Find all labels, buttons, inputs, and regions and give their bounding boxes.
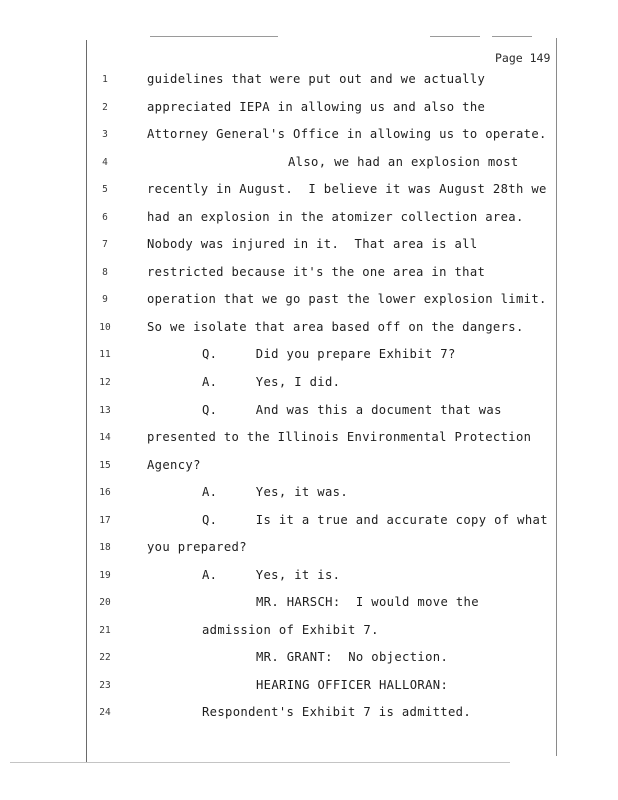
transcript-line <box>0 347 618 363</box>
line-number: 2 <box>102 102 108 113</box>
right-margin-rule <box>556 38 557 756</box>
page-number: Page 149 <box>495 51 551 65</box>
transcript-line <box>0 100 618 116</box>
transcript-line <box>0 403 618 419</box>
line-text: recently in August. I believe it was August 28th we <box>147 182 547 196</box>
transcript-line <box>0 182 618 198</box>
line-number: 22 <box>99 652 111 663</box>
line-number: 15 <box>99 460 111 471</box>
line-text: operation that we go past the lower explosion limit. <box>147 292 547 306</box>
line-text: Q. Did you prepare Exhibit 7? <box>202 347 456 361</box>
line-number: 8 <box>102 267 108 278</box>
line-text: guidelines that were put out and we actually <box>147 72 486 86</box>
line-number: 13 <box>99 405 111 416</box>
line-number: 9 <box>102 294 108 305</box>
line-text: restricted because it's the one area in that <box>147 265 486 279</box>
line-text: Q. And was this a document that was <box>202 403 502 417</box>
line-text: A. Yes, I did. <box>202 375 341 389</box>
transcript-line <box>0 705 618 721</box>
transcript-line <box>0 430 618 446</box>
transcript-line <box>0 513 618 529</box>
line-number: 16 <box>99 487 111 498</box>
line-number: 7 <box>102 239 108 250</box>
line-number: 11 <box>99 349 111 360</box>
line-text: Attorney General's Office in allowing us to operate. <box>147 127 547 141</box>
line-text: MR. HARSCH: I would move the <box>256 595 479 609</box>
transcript-line <box>0 265 618 281</box>
line-text: Respondent's Exhibit 7 is admitted. <box>202 705 472 719</box>
transcript-line <box>0 458 618 474</box>
line-text: appreciated IEPA in allowing us and also the <box>147 100 486 114</box>
line-number: 23 <box>99 680 111 691</box>
line-number: 24 <box>99 707 111 718</box>
transcript-line <box>0 155 618 171</box>
transcript-line <box>0 623 618 639</box>
line-number: 1 <box>102 74 108 85</box>
transcript-line <box>0 292 618 308</box>
line-text: Q. Is it a true and accurate copy of what <box>202 513 548 527</box>
transcript-line <box>0 375 618 391</box>
transcript-line <box>0 485 618 501</box>
transcript-line <box>0 678 618 694</box>
transcript-line <box>0 650 618 666</box>
transcript-line <box>0 568 618 584</box>
line-text: admission of Exhibit 7. <box>202 623 379 637</box>
line-number: 3 <box>102 129 108 140</box>
transcript-line <box>0 127 618 143</box>
line-text: A. Yes, it is. <box>202 568 341 582</box>
line-text: had an explosion in the atomizer collection area. <box>147 210 524 224</box>
line-text: So we isolate that area based off on the dangers. <box>147 320 524 334</box>
line-number: 21 <box>99 625 111 636</box>
transcript-line <box>0 72 618 88</box>
line-number: 12 <box>99 377 111 388</box>
line-number: 6 <box>102 212 108 223</box>
line-number: 14 <box>99 432 111 443</box>
line-number: 18 <box>99 542 111 553</box>
line-text: Agency? <box>147 458 201 472</box>
line-number: 20 <box>99 597 111 608</box>
line-text: you prepared? <box>147 540 247 554</box>
line-text: Also, we had an explosion most <box>288 155 519 169</box>
line-text: HEARING OFFICER HALLORAN: <box>256 678 449 692</box>
scan-mark-top-left <box>150 36 278 37</box>
line-text: presented to the Illinois Environmental Protection <box>147 430 532 444</box>
scan-mark-top-right-2 <box>492 36 532 37</box>
scan-mark-bottom <box>10 762 510 763</box>
line-number: 17 <box>99 515 111 526</box>
line-text: Nobody was injured in it. That area is all <box>147 237 478 251</box>
line-number: 5 <box>102 184 108 195</box>
line-number: 4 <box>102 157 108 168</box>
line-number: 19 <box>99 570 111 581</box>
scan-mark-top-right <box>430 36 480 37</box>
transcript-line <box>0 320 618 336</box>
transcript-line <box>0 540 618 556</box>
line-text: MR. GRANT: No objection. <box>256 650 449 664</box>
line-number: 10 <box>99 322 111 333</box>
transcript-line <box>0 210 618 226</box>
transcript-line <box>0 595 618 611</box>
transcript-line <box>0 237 618 253</box>
line-text: A. Yes, it was. <box>202 485 349 499</box>
